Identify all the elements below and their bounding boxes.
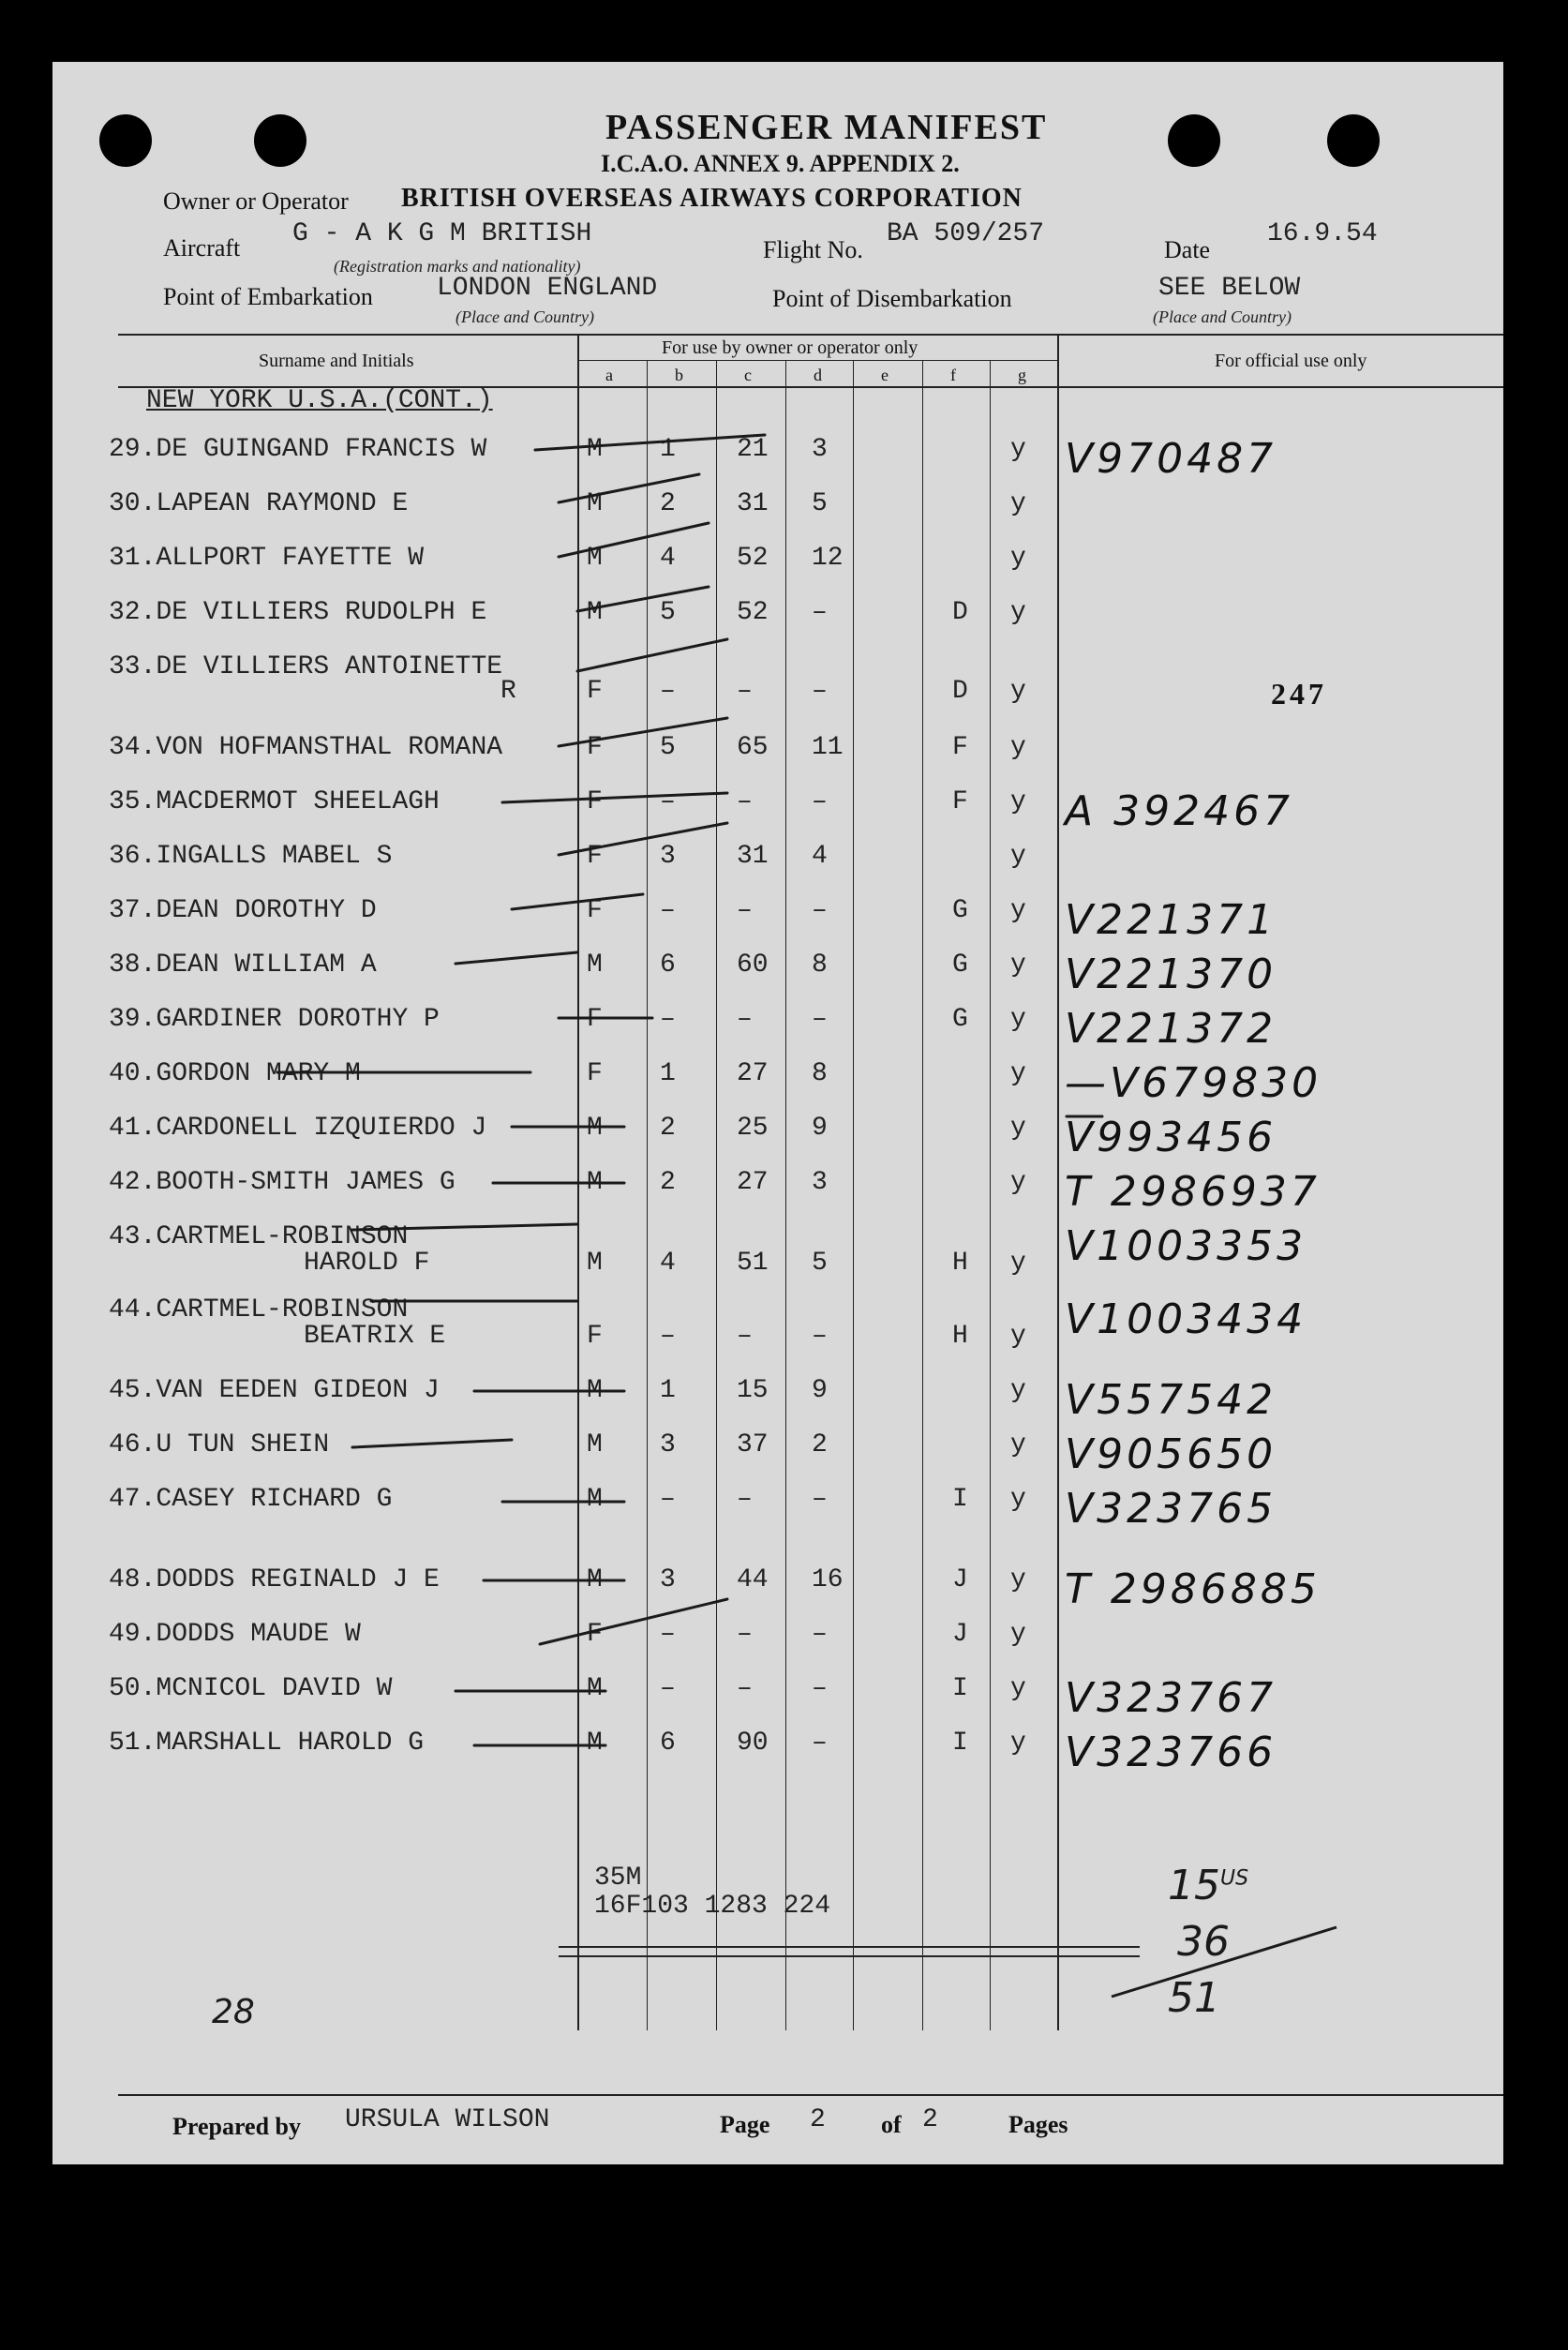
table-row: 35.MACDERMOT SHEELAGH F – – – F y A 392467 <box>109 787 1294 835</box>
disembark-value: SEE BELOW <box>1158 274 1301 303</box>
col-name-header: Surname and Initials <box>259 351 414 371</box>
aircraft-value: G - A K G M BRITISH <box>292 219 592 248</box>
totals-rule-1 <box>559 1946 1140 1948</box>
handwritten-total-a: $15^{US}$ <box>1168 1862 1249 1909</box>
sub-col-c: c <box>744 366 752 384</box>
sub-col-b: b <box>675 366 683 384</box>
sub-col-d: d <box>814 366 822 384</box>
col-official-header: For official use only <box>1215 351 1367 371</box>
sub-col-g: g <box>1018 366 1026 384</box>
table-row: 46.U TUN SHEIN M 3 37 2 y V905650 <box>109 1430 1277 1478</box>
page-title: PASSENGER MANIFEST <box>605 108 1048 147</box>
prepared-value: URSULA WILSON <box>345 2105 550 2134</box>
table-row: 45.VAN EEDEN GIDEON J M 1 15 9 y V557542 <box>109 1376 1277 1424</box>
col-owner-header: For use by owner or operator only <box>662 337 918 358</box>
page-label: Page <box>720 2111 770 2138</box>
prepared-label: Prepared by <box>172 2113 301 2140</box>
of-label: of <box>881 2111 902 2138</box>
owner-label: Owner or Operator <box>163 187 349 215</box>
table-row: 41.CARDONELL IZQUIERDO J M 2 25 9 y V993456 <box>109 1114 1277 1161</box>
footer-rule <box>118 2094 1503 2096</box>
table-row: 43.CARTMEL-ROBINSON V1003353 <box>109 1222 1307 1270</box>
owner-value: BRITISH OVERSEAS AIRWAYS CORPORATION <box>401 184 1023 213</box>
table-row: 40.GORDON MARY M F 1 27 8 y —V679830 <box>109 1059 1322 1107</box>
pages-label: Pages <box>1008 2111 1068 2138</box>
page-subtitle: I.C.A.O. ANNEX 9. APPENDIX 2. <box>601 150 960 177</box>
table-row: 39.GARDINER DOROTHY P F – – – G y V221372 <box>109 1005 1277 1053</box>
sub-col-f: f <box>950 366 956 384</box>
section-heading: NEW YORK U.S.A.(CONT.) <box>146 386 493 415</box>
sub-col-a: a <box>605 366 613 384</box>
table-row: 50.MCNICOL DAVID W M – – – I y V323767 <box>109 1674 1277 1722</box>
table-row: 44.CARTMEL-ROBINSON V1003434 <box>109 1295 1307 1343</box>
table-row: 34.VON HOFMANSTHAL ROMANA F 5 65 11 F y <box>109 733 1026 762</box>
of-value: 2 <box>922 2105 938 2134</box>
totals-line-2: 16F103 1283 224 <box>594 1892 831 1921</box>
embark-label: Point of Embarkation <box>163 283 373 310</box>
sub-col-e: e <box>881 366 889 384</box>
aircraft-label: Aircraft <box>163 234 241 262</box>
table-row: 30.LAPEAN RAYMOND E M 2 31 5 y <box>109 489 1026 518</box>
flight-value: BA 509/257 <box>887 219 1045 248</box>
table-row-continued: R F – – – D y 247 <box>500 677 1327 711</box>
page-value: 2 <box>810 2105 826 2134</box>
table-row: 36.INGALLS MABEL S F 3 31 4 y <box>109 842 1026 871</box>
manifest-sheet <box>52 62 1503 2164</box>
table-row: 37.DEAN DOROTHY D F – – – G y V221371 <box>109 896 1277 944</box>
flight-label: Flight No. <box>763 236 863 263</box>
disembark-note: (Place and Country) <box>1153 307 1292 326</box>
table-row: 38.DEAN WILLIAM A M 6 60 8 G y V221370 <box>109 950 1277 998</box>
table-row-continued: HAROLD F M 4 51 5 H y <box>304 1249 1026 1278</box>
handwritten-total-b: 36 <box>1177 1918 1230 1966</box>
embark-value: LONDON ENGLAND <box>437 274 658 303</box>
totals-line-1: 35M <box>594 1864 642 1893</box>
pen-strike-marks <box>52 62 1503 2164</box>
margin-note: 28 <box>212 1993 255 2031</box>
disembark-label: Point of Disembarkation <box>772 285 1012 312</box>
table-row: 33.DE VILLIERS ANTOINETTE <box>109 652 503 681</box>
table-row: 42.BOOTH-SMITH JAMES G M 2 27 3 y T 2986937 <box>109 1168 1321 1216</box>
table-row: 51.MARSHALL HAROLD G M 6 90 – I y V323766 <box>109 1729 1277 1776</box>
handwritten-total-c: 51 <box>1168 1974 1220 2022</box>
table-row-continued: BEATRIX E F – – – H y <box>304 1322 1026 1351</box>
table-row: 48.DODDS REGINALD J E M 3 44 16 J y T 2986885 <box>109 1565 1321 1613</box>
date-label: Date <box>1164 236 1211 263</box>
table-row: 49.DODDS MAUDE W F – – – J y <box>109 1620 1026 1649</box>
table-row: 47.CASEY RICHARD G M – – – I y V323765 <box>109 1485 1277 1533</box>
table-row: 32.DE VILLIERS RUDOLPH E M 5 52 – D y <box>109 598 1026 627</box>
totals-rule-2 <box>559 1955 1140 1957</box>
official-number: V970487 <box>1065 435 1277 483</box>
date-value: 16.9.54 <box>1267 219 1378 248</box>
table-row: 29.DE GUINGAND FRANCIS W M 1 21 3 y V970487 <box>109 435 1277 483</box>
aircraft-note: (Registration marks and nationality) <box>334 257 581 276</box>
table-row: 31.ALLPORT FAYETTE W M 4 52 12 y <box>109 544 1026 573</box>
embark-note: (Place and Country) <box>455 307 594 326</box>
